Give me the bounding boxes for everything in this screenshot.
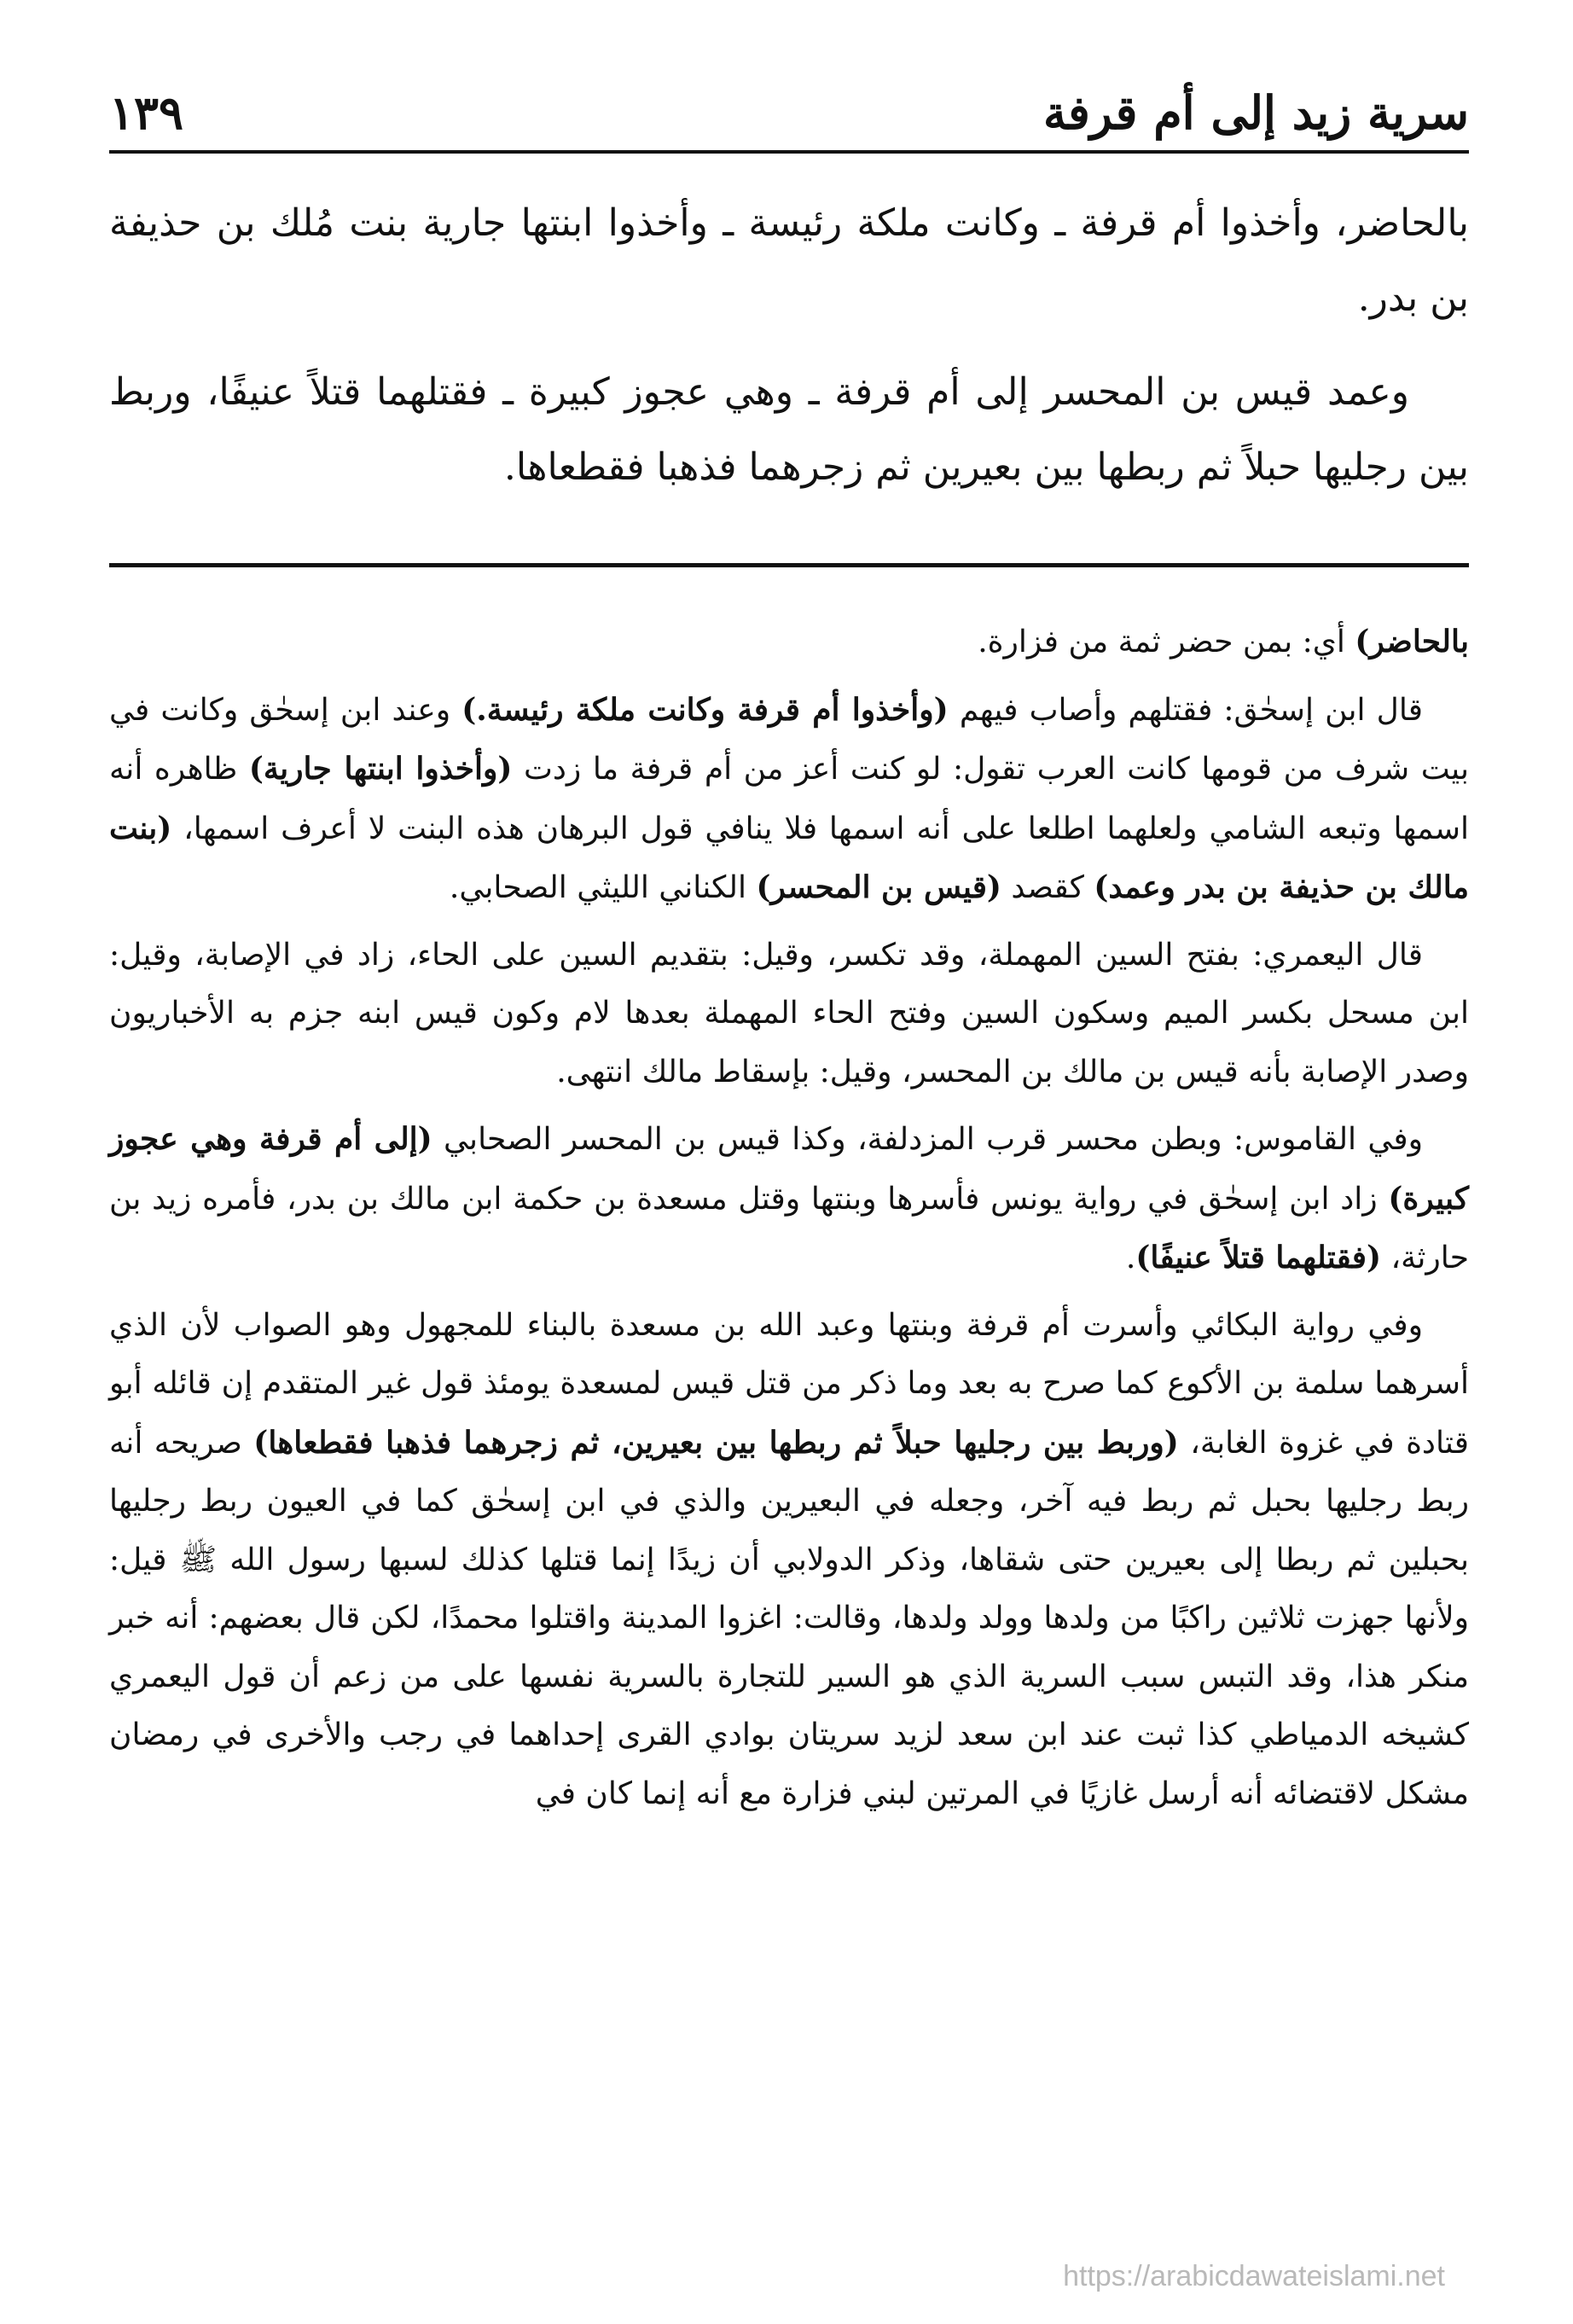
note-text: صريحه أنه ربط رجليها بحبل ثم ربط فيه آخر، وجعله في البعيرين والذي في ابن إسحٰق كما في العيون ربط رجليها بحبلين ثم ربطا إلى بعيرين حتى شقاها، وذكر الدولابي أن زيدًا إنما قتلها كذلك لسبها رسول الله ﷺ قيل: ولأنها جهزت ثلاثين راكبًا من ولدها وولد ولدها، وقالت: اغزوا المدينة واقتلوا محمدًا، لكن قال بعضهم: أنه خبر منكر هذا، وقد التبس سبب السرية الذي هو السير للتجارة بالسرية نفسها على من زعم أن قول اليعمري كشيخه الدمياطي كذا ثبت عند ابن سعد لزيد سريتان بوادي القرى إحداهما في رجب والأخرى في رمضان مشكل لاقتضائه أنه أرسل غازيًا في المرتين لبني فزارة مع أنه إنما كان في [109,1425,1469,1811]
note-text: وفي رواية البكائي وأسرت أم قرفة وبنتها وعبد الله بن مسعدة بالبناء للمجهول وهو الصواب لأن الذي أسرهما سلمة بن الأكوع كما صرح به بعد وما ذكر من قتل قيس لمسعدة يومئذ قول غير المتقدم إن قائله أبو قتادة في غزوة الغابة، [109,1307,1470,1461]
note-text: زاد ابن إسحٰق في رواية يونس فأسرها وبنتها وقتل مسعدة بن حكمة ابن مالك بن بدر، فأمره زيد بن حارثة، [109,1181,1469,1275]
note-keyword: بالحاضر) [1355,624,1469,659]
footnote-divider [109,563,1469,567]
chapter-title: سرية زيد إلى أم قرفة [1043,85,1469,140]
header-divider [109,150,1469,154]
main-paragraph: وعمد قيس بن المحسر إلى أم قرفة ـ وهي عجوز كبيرة ـ فقتلهما قتلاً عنيفًا، وربط بين رجليها حبلاً ثم ربطها بين بعيرين ثم زجرهما فذهبا فقطعاها. [109,370,1469,489]
watermark-url: https://arabicdawateislami.net [1063,2260,1445,2292]
note-keyword: (بنت مالك بن حذيفة بن بدر وعمد) [109,810,1469,905]
note-paragraph [109,1297,1469,1824]
note-keyword: (وأخذوا أم قرفة وكانت ملكة رئيسة.) [461,691,949,728]
note-paragraph [109,681,1469,918]
note-text: الكناني الليثي الصحابي. [449,870,757,905]
note-text: وفي القاموس: وبطن محسر قرب المزدلفة، وكذا قيس بن المحسر الصحابي [432,1122,1424,1157]
note-text: كقصد [1001,870,1094,905]
main-paragraph: بالحاضر، وأخذوا أم قرفة ـ وكانت ملكة رئيسة ـ وأخذوا ابنتها جارية بنت مُلك بن حذيفة بن بدر. [109,201,1469,320]
page-number: ١٣٩ [109,85,184,140]
note-text: قال اليعمري: بفتح السين المهملة، وقد تكسر، وقيل: بتقديم السين على الحاء، زاد في الإصابة، وقيل: ابن مسحل بكسر الميم وسكون السين وفتح الحاء المهملة بعدها لام وكون قيس ابنه جزم به الأخباريون وصدر الإصابة بأنه قيس بن مالك بن المحسر، وقيل: بإسقاط مالك انتهى. [109,937,1469,1089]
note-text: أي: بمن حضر ثمة من فزارة. [978,625,1355,659]
note-keyword: (إلى أم قرفة وهي عجوز كبيرة) [109,1121,1469,1217]
main-text [109,186,1469,524]
note-keyword: (وربط بين رجليها حبلاً ثم ربطها بين بعيرين، ثم زجرهما فذهبا فقطعاها) [253,1424,1179,1461]
note-keyword: (قيس بن المحسر) [756,869,1001,905]
running-header [109,78,1469,147]
commentary-notes [109,613,1469,1832]
note-text: ظاهره أنه اسمها وتبعه الشامي ولعلهما اطلعا على أنه اسمها فلا ينافي قول البرهان هذه البنت لا أعرف اسمها، [109,752,1469,846]
note-text: . [1125,1240,1136,1275]
note-text: قال ابن إسحٰق: فقتلهم وأصاب فيهم [948,692,1423,728]
note-text: وعند ابن إسحٰق وكانت في بيت شرف من قومها كانت العرب تقول: لو كنت أعز من أم قرفة ما زدت [109,692,1469,787]
note-keyword: (فقتلهما قتلاً عنيفًا) [1135,1240,1381,1275]
note-paragraph [109,927,1469,1102]
note-paragraph [109,613,1469,672]
note-paragraph [109,1110,1469,1288]
note-keyword: (وأخذوا ابنتها جارية) [248,751,513,787]
